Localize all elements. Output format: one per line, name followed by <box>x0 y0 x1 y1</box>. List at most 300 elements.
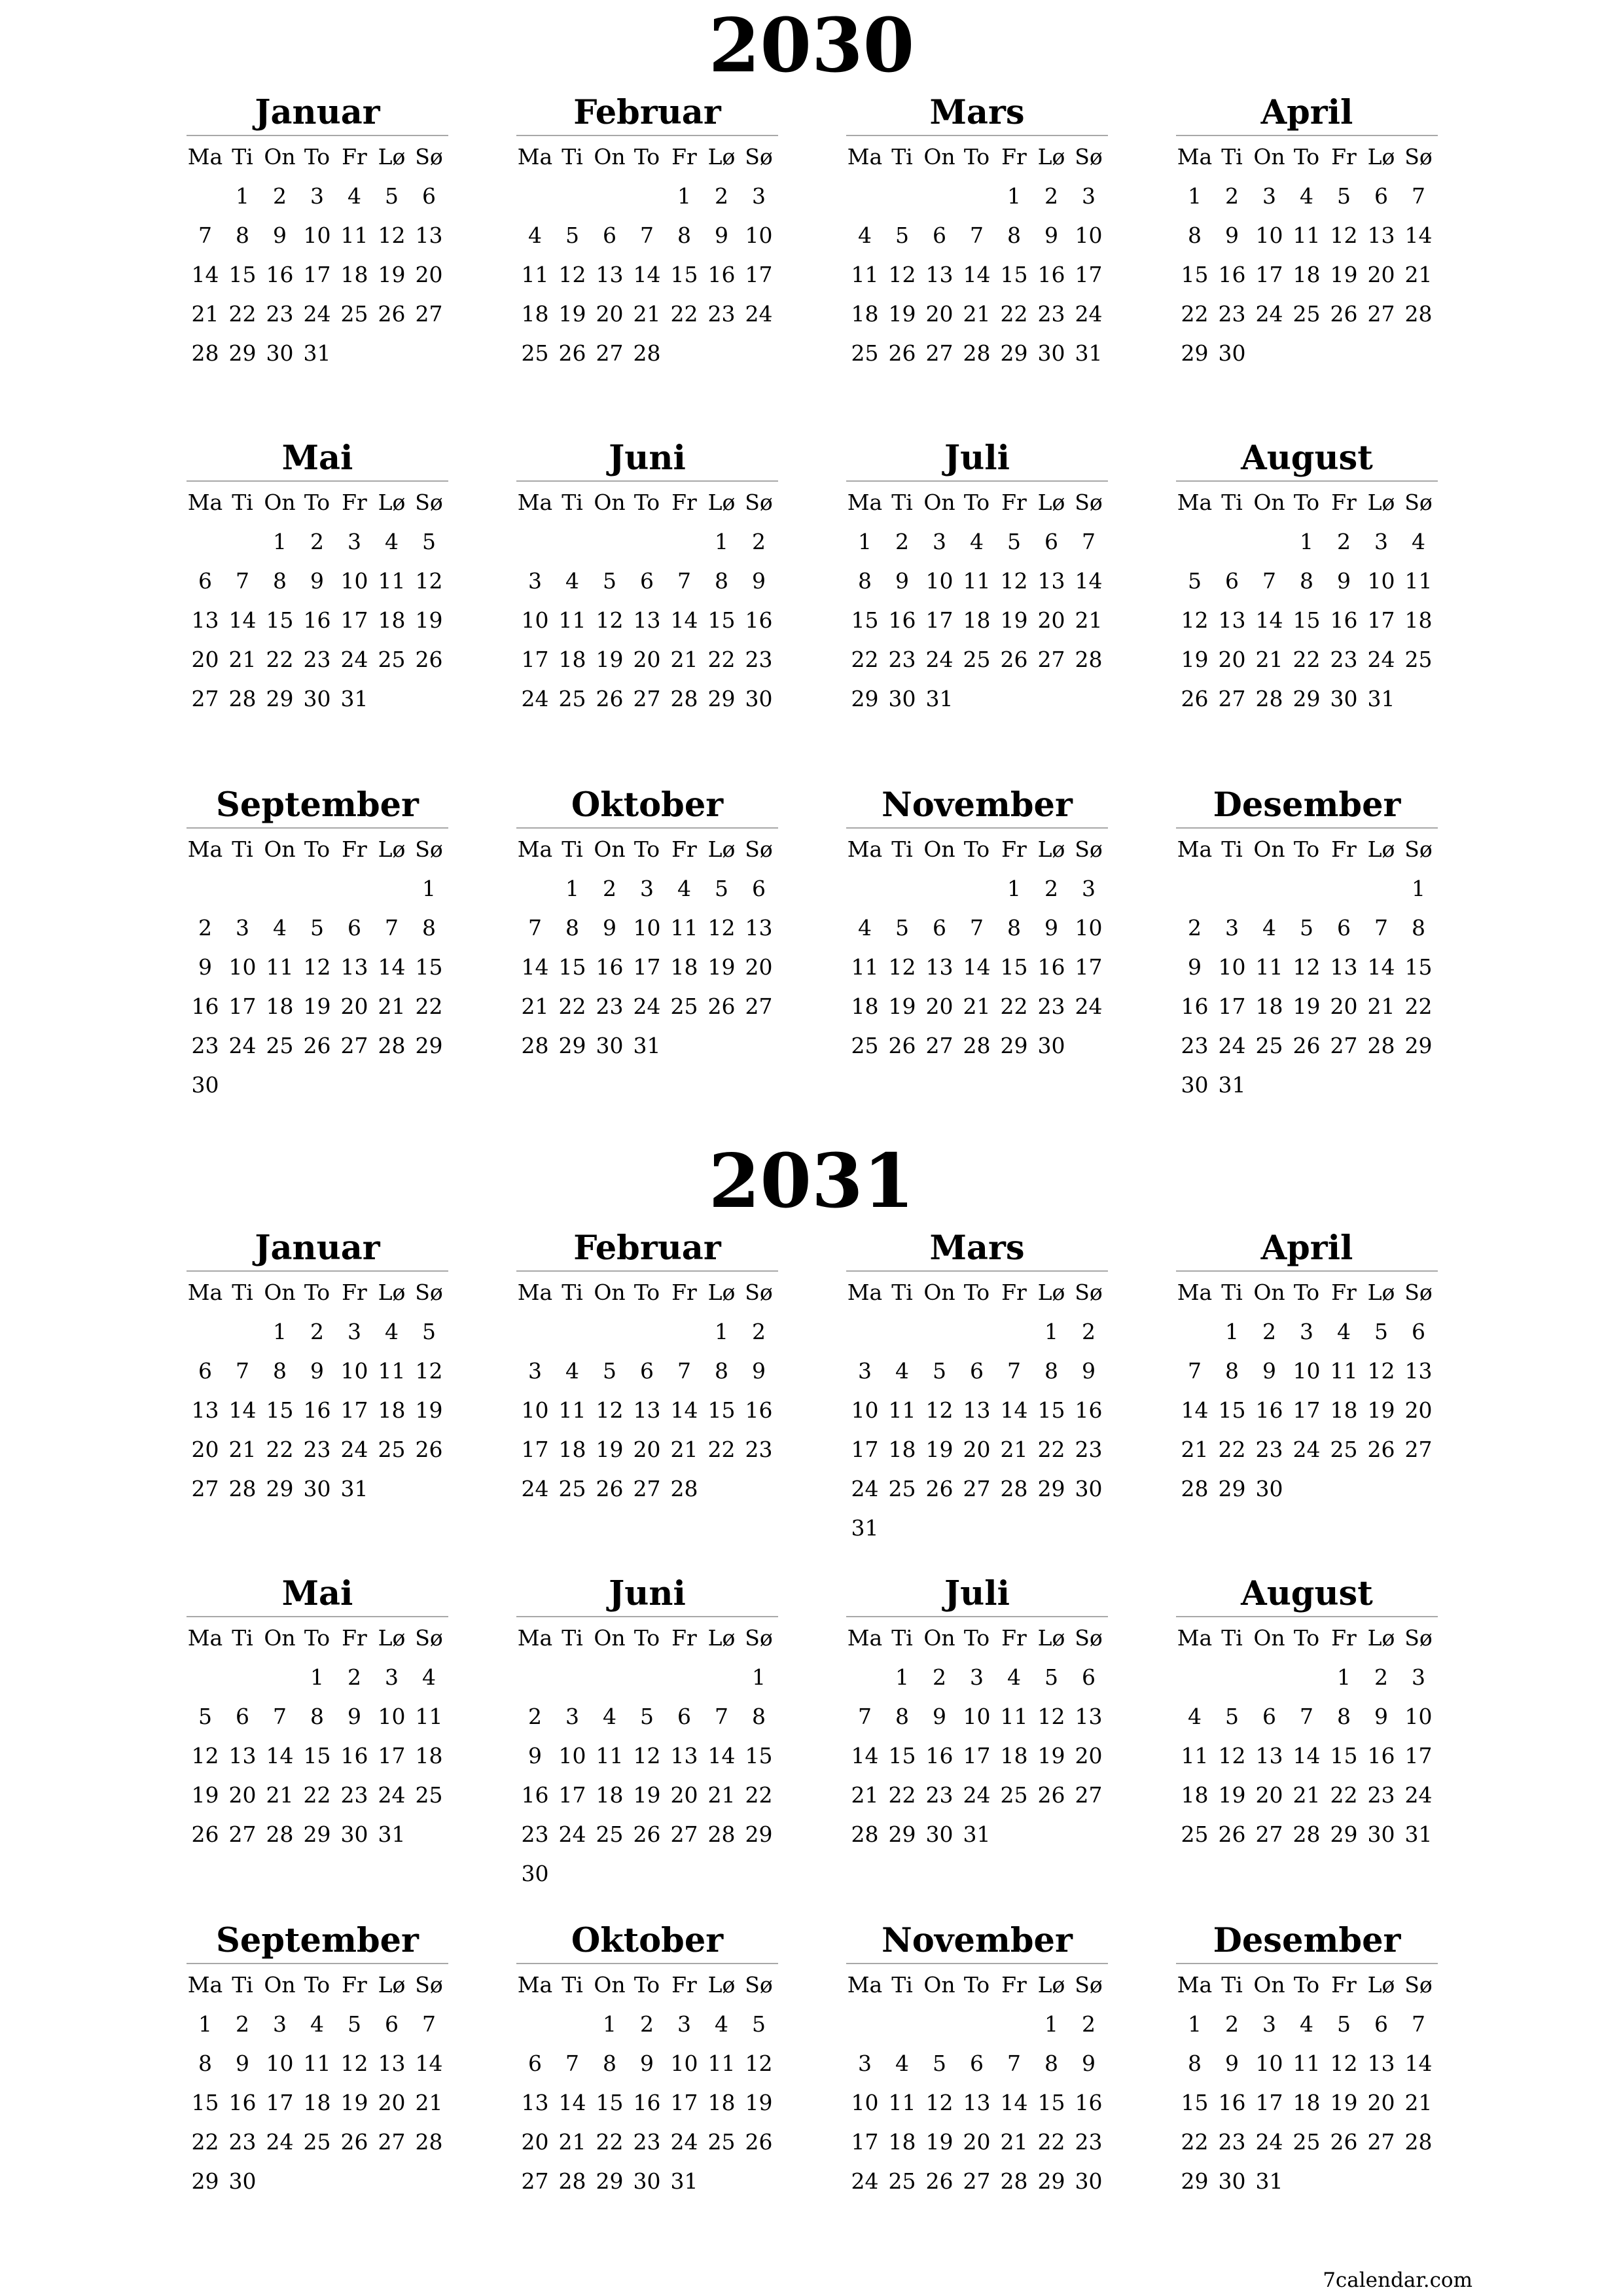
day-cell: 6 <box>422 183 436 209</box>
weekday-label: Fr <box>671 490 697 515</box>
day-cell: 2 <box>752 529 766 554</box>
day-cell: 23 <box>266 301 294 327</box>
day-cell: 29 <box>266 1476 294 1501</box>
day-cell: 9 <box>273 223 287 248</box>
day-cell: 22 <box>266 1437 294 1462</box>
weekday-label: Lø <box>378 1972 406 1998</box>
day-cell: 24 <box>228 1033 257 1058</box>
day-cell: 21 <box>707 1782 736 1808</box>
day-cell: 8 <box>715 1358 728 1384</box>
day-cell: 22 <box>851 647 879 672</box>
day-cell: 14 <box>1000 1397 1028 1423</box>
day-cell: 20 <box>633 1437 661 1462</box>
day-cell: 10 <box>1075 915 1103 941</box>
weekday-label: On <box>594 144 626 170</box>
day-cell: 8 <box>1188 2051 1202 2076</box>
day-cell: 16 <box>745 1397 773 1423</box>
day-cell: 10 <box>266 2051 294 2076</box>
day-cell: 22 <box>1181 301 1209 327</box>
day-cell: 18 <box>888 1437 916 1462</box>
day-cell: 4 <box>385 529 399 554</box>
day-cell: 20 <box>925 301 954 327</box>
day-cell: 2 <box>236 2011 249 2037</box>
day-cell: 7 <box>422 2011 436 2037</box>
weekday-label: Ma <box>847 490 883 515</box>
day-cell: 2 <box>1337 529 1351 554</box>
day-cell: 8 <box>273 1358 287 1384</box>
day-cell: 15 <box>888 1743 916 1768</box>
day-cell: 18 <box>378 1397 406 1423</box>
day-cell: 4 <box>528 223 542 248</box>
weekday-label: On <box>264 144 296 170</box>
day-cell: 17 <box>925 607 954 633</box>
weekday-label: Fr <box>1001 1972 1027 1998</box>
weekday-label: To <box>633 836 660 862</box>
day-cell: 21 <box>1367 994 1395 1019</box>
day-cell: 1 <box>715 1319 728 1344</box>
weekday-label: Lø <box>707 490 736 515</box>
day-cell: 28 <box>266 1821 294 1847</box>
day-cell: 9 <box>1188 954 1202 980</box>
day-cell: 24 <box>851 1476 879 1501</box>
weekday-label: On <box>923 1972 955 1998</box>
day-cell: 29 <box>1404 1033 1433 1058</box>
weekday-label: On <box>594 1280 626 1305</box>
day-cell: 1 <box>1188 183 1202 209</box>
weekday-label: Sø <box>415 836 443 862</box>
day-cell: 10 <box>963 1704 991 1729</box>
day-cell: 7 <box>858 1704 872 1729</box>
day-cell: 3 <box>933 529 946 554</box>
day-cell: 30 <box>1075 2168 1103 2194</box>
day-cell: 17 <box>1075 954 1103 980</box>
day-cell: 28 <box>670 686 698 711</box>
day-cell: 20 <box>1075 1743 1103 1768</box>
day-cell: 9 <box>895 568 909 594</box>
weekday-label: Sø <box>1075 1625 1103 1651</box>
day-cell: 25 <box>558 686 586 711</box>
day-cell: 16 <box>633 2090 661 2115</box>
day-cell: 27 <box>745 994 773 1019</box>
weekday-label: To <box>1293 1972 1320 1998</box>
day-cell: 20 <box>745 954 773 980</box>
day-cell: 15 <box>1218 1397 1246 1423</box>
weekday-label: To <box>963 490 990 515</box>
day-cell: 6 <box>198 1358 212 1384</box>
day-cell: 5 <box>640 1704 654 1729</box>
day-cell: 16 <box>303 1397 331 1423</box>
day-cell: 3 <box>310 183 324 209</box>
day-cell: 28 <box>1075 647 1103 672</box>
month-oktober <box>516 787 778 1075</box>
month-mars <box>846 1229 1108 1541</box>
day-cell: 11 <box>851 262 879 287</box>
day-cell: 24 <box>1255 301 1283 327</box>
day-cell: 15 <box>415 954 443 980</box>
day-cell: 10 <box>851 2090 879 2115</box>
month-name: Mai <box>281 1574 353 1613</box>
weekday-label: To <box>633 1625 660 1651</box>
weekday-label: Ti <box>891 1280 913 1305</box>
weekday-label: Ti <box>1221 1625 1243 1651</box>
day-cell: 3 <box>677 2011 691 2037</box>
day-cell: 13 <box>191 607 219 633</box>
day-cell: 12 <box>925 1397 954 1423</box>
day-cell: 11 <box>1330 1358 1358 1384</box>
day-cell: 12 <box>745 2051 773 2076</box>
day-cell: 22 <box>558 994 586 1019</box>
month-divider <box>1176 135 1438 136</box>
weekday-label: On <box>1253 836 1285 862</box>
day-cell: 29 <box>1293 686 1321 711</box>
weekday-label: Sø <box>1404 144 1433 170</box>
day-cell: 17 <box>266 2090 294 2115</box>
weekday-label: Sø <box>1404 1280 1433 1305</box>
weekday-header <box>846 830 1108 869</box>
day-cell: 12 <box>1000 568 1028 594</box>
day-cell: 27 <box>633 686 661 711</box>
day-cell: 20 <box>191 647 219 672</box>
day-cell: 20 <box>963 2129 991 2155</box>
weekday-label: Lø <box>1037 1972 1065 1998</box>
day-cell: 24 <box>378 1782 406 1808</box>
day-cell: 18 <box>596 1782 624 1808</box>
day-cell: 14 <box>266 1743 294 1768</box>
day-cell: 28 <box>633 340 661 366</box>
day-cell: 30 <box>925 1821 954 1847</box>
month-name: August <box>1241 439 1373 478</box>
weekday-label: Fr <box>1331 836 1357 862</box>
day-cell: 16 <box>925 1743 954 1768</box>
day-cell: 12 <box>340 2051 368 2076</box>
weekday-label: Fr <box>1001 490 1027 515</box>
day-cell: 29 <box>1218 1476 1246 1501</box>
weekday-label: On <box>594 836 626 862</box>
weekday-label: To <box>1293 1625 1320 1651</box>
weekday-label: Fr <box>1001 1280 1027 1305</box>
weekday-label: Fr <box>1331 1280 1357 1305</box>
month-name: Mars <box>929 1229 1025 1268</box>
weekday-label: Lø <box>1367 1280 1395 1305</box>
day-cell: 2 <box>1044 183 1058 209</box>
day-cell: 27 <box>1367 2129 1395 2155</box>
day-cell: 4 <box>565 568 579 594</box>
day-cell: 6 <box>970 1358 984 1384</box>
day-cell: 1 <box>273 529 287 554</box>
day-cell: 8 <box>310 1704 324 1729</box>
weekday-header <box>846 1965 1108 2005</box>
day-cell: 22 <box>596 2129 624 2155</box>
day-cell: 13 <box>925 262 954 287</box>
weekday-label: Ma <box>517 1972 553 1998</box>
day-cell: 25 <box>303 2129 331 2155</box>
day-cell: 19 <box>888 994 916 1019</box>
day-cell: 10 <box>633 915 661 941</box>
weekday-label: Sø <box>415 1280 443 1305</box>
day-cell: 15 <box>1404 954 1433 980</box>
day-cell: 30 <box>1037 340 1065 366</box>
day-cell: 10 <box>1218 954 1246 980</box>
day-cell: 17 <box>670 2090 698 2115</box>
day-cell: 16 <box>521 1782 549 1808</box>
day-cell: 17 <box>1255 2090 1283 2115</box>
month-name: September <box>216 1921 419 1960</box>
weekday-label: Sø <box>745 490 773 515</box>
weekday-label: Ti <box>232 1625 253 1651</box>
day-cell: 1 <box>422 876 436 901</box>
day-cell: 1 <box>1412 876 1425 901</box>
weekday-label: To <box>963 1972 990 1998</box>
day-cell: 15 <box>670 262 698 287</box>
day-cell: 17 <box>851 1437 879 1462</box>
month-januar <box>187 94 448 382</box>
weekday-label: Fr <box>342 490 367 515</box>
day-cell: 24 <box>303 301 331 327</box>
day-cell: 10 <box>1404 1704 1433 1729</box>
day-cell: 25 <box>670 994 698 1019</box>
day-cell: 25 <box>888 1476 916 1501</box>
day-cell: 21 <box>670 1437 698 1462</box>
day-cell: 29 <box>266 686 294 711</box>
day-cell: 26 <box>415 647 443 672</box>
day-cell: 5 <box>198 1704 212 1729</box>
day-cell: 31 <box>1367 686 1395 711</box>
day-cell: 19 <box>1000 607 1028 633</box>
day-cell: 14 <box>1255 607 1283 633</box>
day-cell: 4 <box>310 2011 324 2037</box>
day-cell: 6 <box>528 2051 542 2076</box>
day-cell: 28 <box>1000 2168 1028 2194</box>
day-cell: 10 <box>851 1397 879 1423</box>
day-cell: 21 <box>1255 647 1283 672</box>
day-cell: 9 <box>1082 1358 1096 1384</box>
day-cell: 13 <box>633 607 661 633</box>
day-cell: 6 <box>1374 2011 1388 2037</box>
weekday-label: On <box>923 1625 955 1651</box>
weekday-label: Sø <box>745 836 773 862</box>
weekday-label: Ma <box>1177 1625 1213 1651</box>
day-cell: 19 <box>1218 1782 1246 1808</box>
day-cell: 1 <box>603 2011 616 2037</box>
day-cell: 4 <box>895 1358 909 1384</box>
weekday-label: Lø <box>1367 144 1395 170</box>
weekday-label: Ma <box>187 836 223 862</box>
day-cell: 11 <box>1404 568 1433 594</box>
day-cell: 8 <box>198 2051 212 2076</box>
day-cell: 28 <box>1000 1476 1028 1501</box>
weekday-label: On <box>264 1280 296 1305</box>
day-cell: 27 <box>1218 686 1246 711</box>
day-cell: 8 <box>1007 915 1021 941</box>
month-name: Mars <box>929 93 1025 132</box>
day-cell: 3 <box>1412 1664 1425 1690</box>
weekday-label: On <box>1253 144 1285 170</box>
day-cell: 9 <box>933 1704 946 1729</box>
weekday-label: To <box>633 490 660 515</box>
day-cell: 28 <box>1404 301 1433 327</box>
day-cell: 20 <box>633 647 661 672</box>
weekday-label: Lø <box>707 836 736 862</box>
day-cell: 30 <box>633 2168 661 2194</box>
day-cell: 24 <box>1075 994 1103 1019</box>
month-divider <box>187 827 448 829</box>
weekday-label: To <box>633 1280 660 1305</box>
day-cell: 25 <box>1255 1033 1283 1058</box>
weekday-label: To <box>633 1972 660 1998</box>
day-cell: 3 <box>858 2051 872 2076</box>
month-divider <box>516 1963 778 1964</box>
day-cell: 5 <box>565 223 579 248</box>
day-cell: 9 <box>198 954 212 980</box>
day-cell: 17 <box>378 1743 406 1768</box>
month-divider <box>846 1616 1108 1617</box>
weekday-label: Ma <box>1177 1280 1213 1305</box>
day-cell: 8 <box>273 568 287 594</box>
day-cell: 8 <box>1337 1704 1351 1729</box>
weekday-label: To <box>1293 144 1320 170</box>
day-cell: 3 <box>565 1704 579 1729</box>
weekday-label: Ma <box>847 144 883 170</box>
day-cell: 7 <box>236 568 249 594</box>
day-cell: 31 <box>925 686 954 711</box>
day-cell: 23 <box>303 1437 331 1462</box>
day-cell: 22 <box>266 647 294 672</box>
day-cell: 7 <box>1188 1358 1202 1384</box>
day-cell: 1 <box>752 1664 766 1690</box>
day-cell: 24 <box>1367 647 1395 672</box>
day-cell: 24 <box>1218 1033 1246 1058</box>
month-divider <box>187 1963 448 1964</box>
weekday-label: On <box>923 836 955 862</box>
day-cell: 5 <box>1337 2011 1351 2037</box>
day-cell: 7 <box>1300 1704 1313 1729</box>
day-cell: 18 <box>558 1437 586 1462</box>
day-cell: 29 <box>888 1821 916 1847</box>
month-divider <box>846 480 1108 482</box>
day-cell: 4 <box>603 1704 616 1729</box>
day-cell: 26 <box>707 994 736 1019</box>
weekday-label: On <box>594 1625 626 1651</box>
day-cell: 19 <box>1037 1743 1065 1768</box>
day-cell: 16 <box>1330 607 1358 633</box>
day-cell: 5 <box>422 1319 436 1344</box>
day-cell: 9 <box>1082 2051 1096 2076</box>
day-cell: 17 <box>963 1743 991 1768</box>
month-name: November <box>882 785 1073 825</box>
month-name: Juli <box>944 1574 1010 1613</box>
day-cell: 16 <box>888 607 916 633</box>
day-cell: 20 <box>1218 647 1246 672</box>
day-cell: 31 <box>1255 2168 1283 2194</box>
day-cell: 7 <box>970 915 984 941</box>
day-cell: 11 <box>888 1397 916 1423</box>
day-cell: 22 <box>707 647 736 672</box>
weekday-header <box>516 483 778 522</box>
day-cell: 11 <box>378 1358 406 1384</box>
day-cell: 29 <box>303 1821 331 1847</box>
day-cell: 13 <box>745 915 773 941</box>
day-cell: 19 <box>1330 262 1358 287</box>
day-cell: 12 <box>707 915 736 941</box>
day-cell: 16 <box>266 262 294 287</box>
day-cell: 18 <box>707 2090 736 2115</box>
day-cell: 28 <box>1293 1821 1321 1847</box>
day-cell: 17 <box>851 2129 879 2155</box>
day-cell: 23 <box>1075 1437 1103 1462</box>
day-cell: 21 <box>191 301 219 327</box>
day-cell: 25 <box>378 647 406 672</box>
day-cell: 21 <box>1000 1437 1028 1462</box>
day-cell: 30 <box>340 1821 368 1847</box>
day-cell: 12 <box>596 607 624 633</box>
weekday-label: To <box>963 1625 990 1651</box>
weekday-label: On <box>264 836 296 862</box>
weekday-label: Sø <box>1404 1972 1433 1998</box>
day-cell: 26 <box>596 686 624 711</box>
day-cell: 2 <box>895 529 909 554</box>
weekday-label: Fr <box>1331 144 1357 170</box>
day-cell: 2 <box>1188 915 1202 941</box>
day-cell: 27 <box>925 1033 954 1058</box>
day-cell: 30 <box>1075 1476 1103 1501</box>
day-cell: 22 <box>670 301 698 327</box>
day-cell: 23 <box>1367 1782 1395 1808</box>
day-cell: 31 <box>633 1033 661 1058</box>
day-cell: 22 <box>1037 2129 1065 2155</box>
day-cell: 26 <box>558 340 586 366</box>
day-cell: 18 <box>963 607 991 633</box>
day-cell: 25 <box>1330 1437 1358 1462</box>
day-cell: 9 <box>640 2051 654 2076</box>
day-cell: 26 <box>1330 2129 1358 2155</box>
day-cell: 12 <box>888 954 916 980</box>
day-cell: 6 <box>1044 529 1058 554</box>
day-cell: 19 <box>1367 1397 1395 1423</box>
day-cell: 28 <box>963 340 991 366</box>
day-cell: 7 <box>198 223 212 248</box>
day-cell: 7 <box>273 1704 287 1729</box>
day-cell: 11 <box>340 223 368 248</box>
year-title: 2030 <box>708 2 915 89</box>
day-cell: 23 <box>521 1821 549 1847</box>
day-cell: 10 <box>1075 223 1103 248</box>
day-cell: 25 <box>415 1782 443 1808</box>
day-cell: 29 <box>1181 2168 1209 2194</box>
weekday-label: Ma <box>187 1625 223 1651</box>
weekday-label: Ti <box>891 1625 913 1651</box>
day-cell: 6 <box>1262 1704 1276 1729</box>
day-cell: 1 <box>858 529 872 554</box>
day-cell: 21 <box>1404 262 1433 287</box>
day-cell: 26 <box>1000 647 1028 672</box>
day-cell: 7 <box>385 915 399 941</box>
weekday-label: Ma <box>1177 490 1213 515</box>
day-cell: 25 <box>1293 2129 1321 2155</box>
day-cell: 23 <box>191 1033 219 1058</box>
day-cell: 9 <box>310 568 324 594</box>
month-divider <box>1176 480 1438 482</box>
day-cell: 5 <box>933 2051 946 2076</box>
weekday-label: Ti <box>891 1972 913 1998</box>
weekday-label: Lø <box>378 836 406 862</box>
weekday-label: Fr <box>671 836 697 862</box>
weekday-label: To <box>963 836 990 862</box>
day-cell: 30 <box>303 686 331 711</box>
day-cell: 19 <box>340 2090 368 2115</box>
day-cell: 2 <box>640 2011 654 2037</box>
day-cell: 13 <box>228 1743 257 1768</box>
day-cell: 4 <box>1262 915 1276 941</box>
